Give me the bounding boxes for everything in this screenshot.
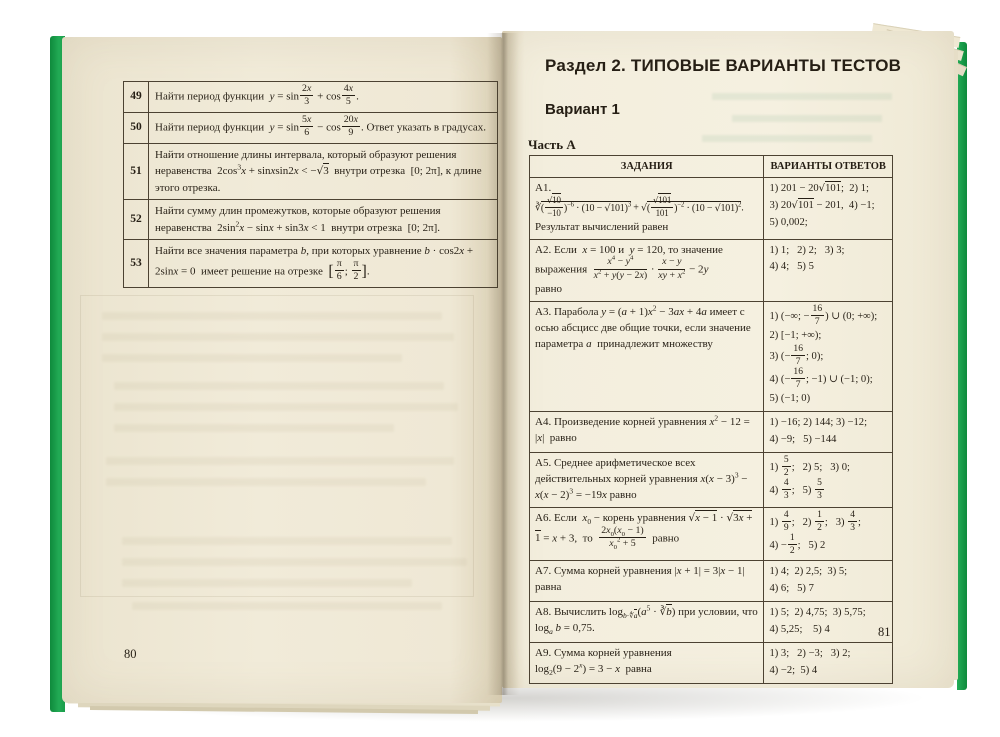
- page-showthrough: [102, 333, 454, 341]
- left-tasks-table: [123, 81, 498, 288]
- page-number-left: 80: [124, 647, 137, 661]
- test-answers: 1) $\frac{4}{9}$ ; 2) $\frac{1}{2}$ ; 3) $\frac{4}{3}$ ; 4) − $\frac{1}{2}$ ; 5) 2: [764, 507, 893, 560]
- test-row: [530, 642, 893, 683]
- test-row: [530, 412, 893, 453]
- page-showthrough: [122, 558, 467, 566]
- test-task: А4. Произведение корней уравнения $x^2 - 12 = |x|$ равно: [530, 412, 764, 453]
- test-task: А8. Вычислить $\log_{b\cdot∜a}(a^5$ · ∛b) при условии, что $\log_a b = 0,75$.: [530, 601, 764, 642]
- page-showthrough: [102, 312, 442, 320]
- test-answers: 1) −16; 2) 144; 3) −12; 4) −9; 5) −144: [764, 412, 893, 453]
- test-task: А3. Парабола $y = (a + 1)x^2 - 3ax + 4a$ имеет с осью абсцисс две общие точки, если значение параметра a принадлежит множеству: [530, 302, 764, 412]
- task-number: 50: [124, 112, 149, 143]
- page-showthrough: [702, 135, 872, 142]
- column-header-answers: ВАРИАНТЫ ОТВЕТОВ: [764, 156, 893, 178]
- task-text: Найти отношение длины интервала, который образуют решения неравенства $2\cos^3x$ + sinxsin2x < −√3 внутри отрезка [0; 2π], к длине этого отрезка.: [149, 143, 498, 200]
- page-showthrough: [114, 424, 394, 432]
- test-row: [530, 302, 893, 412]
- page-showthrough: [106, 457, 454, 465]
- test-row: [530, 560, 893, 601]
- page-showthrough: [732, 115, 882, 122]
- page-showthrough: [114, 403, 458, 411]
- test-answers: 1) 5; 2) 4,75; 3) 5,75; 4) 5,25; 5) 4: [764, 601, 893, 642]
- part-title: Часть А: [528, 137, 576, 152]
- test-row: [530, 178, 893, 239]
- page-showthrough: [122, 537, 452, 545]
- book-gutter-shadow: [487, 33, 519, 695]
- test-task: А1. ∛( $\frac{√10}{-10}$ )$^{-6} \cdot (10 - √101)^3$ + √( $\frac{√101}{101}$ )$^{-2} \cdot (10 - √101)^2$. Результат вычислений равен: [530, 178, 764, 239]
- page-number-right: 81: [878, 625, 891, 639]
- left-page: [62, 37, 502, 703]
- task-text: Найти период функции y = sin $\frac{2x}{3}$ + cos $\frac{4x}{5}$ .: [149, 82, 498, 113]
- page-showthrough: [114, 382, 444, 390]
- book-cover-right-edge: [957, 42, 967, 690]
- test-row: [530, 239, 893, 302]
- variant-title: Вариант 1: [545, 101, 620, 118]
- task-text: Найти сумму длин промежутков, которые образуют решения неравенства $2\sin^2x - \sin x + \sin 3x < 1$ внутри отрезка [0; 2π].: [149, 200, 498, 240]
- test-task: А6. Если $x_0$ − корень уравнения √x − 1 · √3x + 1 = x + 3, то $\frac{2x_0(x_0 - 1)}{x_0^2 + 5}$ равно: [530, 507, 764, 560]
- task-number: 49: [124, 82, 149, 113]
- task-text: Найти все значения параметра b, при которых уравнение b · cos2x + 2sinx = 0 имеет решение на отрезке [ $\frac{\pi}{6}$ ; $\frac{\pi}{2}$ ].: [149, 240, 498, 287]
- test-row: [530, 507, 893, 560]
- table-header-row: [530, 156, 893, 178]
- test-answers: 1) 4; 2) 2,5; 3) 5; 4) 6; 5) 7: [764, 560, 893, 601]
- right-page: [502, 31, 954, 688]
- task-row: [124, 143, 498, 200]
- task-number: 53: [124, 240, 149, 287]
- test-answers: 1) (−∞; − $\frac{16}{7}$ ) ∪ (0; +∞); 2) [−1; +∞); 3) (− $\frac{16}{7}$ ; 0); 4) (− $\frac{16}{7}$ ; −1) ∪ (−1; 0); 5) (−1; 0): [764, 302, 893, 412]
- variant-table: [529, 155, 893, 684]
- page-showthrough: [102, 354, 402, 362]
- test-task: А5. Среднее арифметическое всех действительных корней уравнения $x(x - 3)^3 - x(x - 2)^3 = -19x$ равно: [530, 453, 764, 508]
- test-row: [530, 601, 893, 642]
- test-row: [530, 453, 893, 508]
- page-showthrough: [712, 93, 892, 100]
- task-row: [124, 200, 498, 240]
- column-header-tasks: ЗАДАНИЯ: [530, 156, 764, 178]
- task-number: 51: [124, 143, 149, 200]
- test-answers: 1) 1; 2) 2; 3) 3; 4) 4; 5) 5: [764, 239, 893, 302]
- test-answers: 1) 201 − 20√101; 2) 1; 3) 20√101 − 201, 4) −1; 5) 0,002;: [764, 178, 893, 239]
- task-number: 52: [124, 200, 149, 240]
- test-answers: 1) $\frac{5}{2}$ ; 2) 5; 3) 0; 4) $\frac{4}{3}$ ; 5) $\frac{5}{3}$: [764, 453, 893, 508]
- page-showthrough: [132, 602, 442, 610]
- page-showthrough: [122, 579, 412, 587]
- task-row: [124, 82, 498, 113]
- test-answers: 1) 3; 2) −3; 3) 2; 4) −2; 5) 4: [764, 642, 893, 683]
- task-row: [124, 240, 498, 287]
- task-row: [124, 112, 498, 143]
- task-text: Найти период функции y = sin $\frac{5x}{6}$ − cos $\frac{20x}{9}$ . Ответ указать в градусах.: [149, 112, 498, 143]
- page-showthrough: [106, 478, 426, 486]
- test-task: А7. Сумма корней уравнения |x + 1| = 3|x − 1| равна: [530, 560, 764, 601]
- test-task: А9. Сумма корней уравнения $\log_2(9 - 2^x) = 3 - x$ равна: [530, 642, 764, 683]
- section-title: Раздел 2. ТИПОВЫЕ ВАРИАНТЫ ТЕСТОВ: [545, 56, 902, 75]
- test-task: А2. Если x = 100 и y = 120, то значение выражения $\frac{x^4 - y^4}{x^2 + y(y - 2x)}$ · $\frac{x - y}{xy + x^2}$ − 2y равно: [530, 239, 764, 302]
